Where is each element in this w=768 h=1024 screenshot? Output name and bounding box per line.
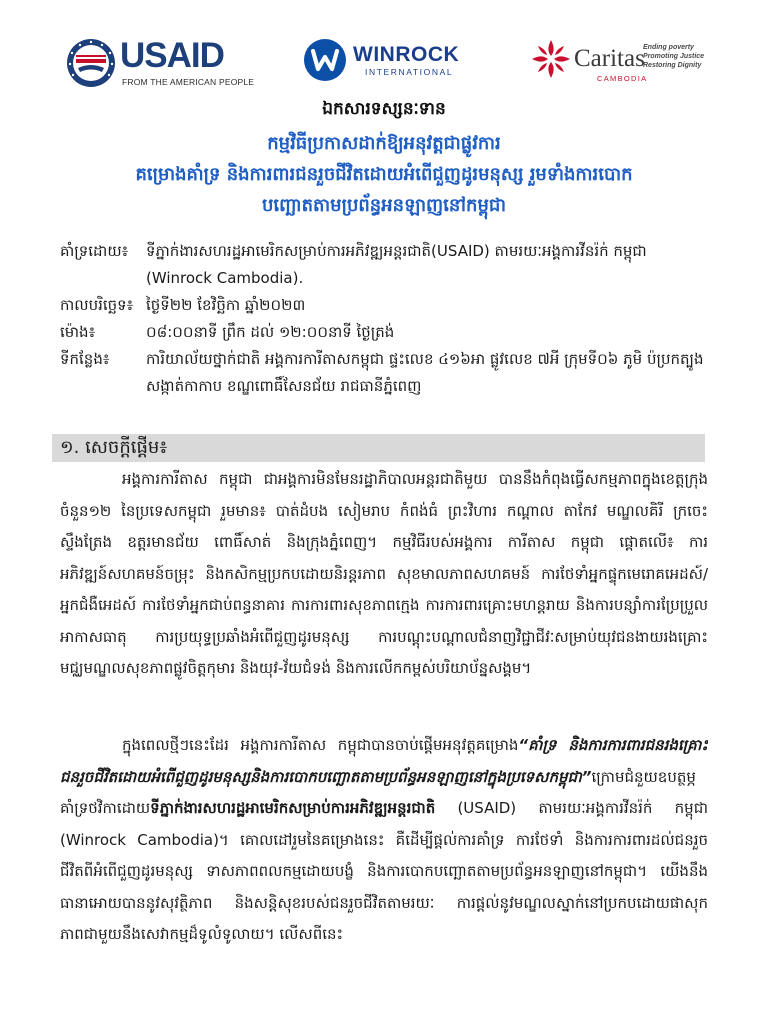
event-title-line: គម្រោងគាំទ្រ និងការពារជនរួចជីវិតដោយអំពើជួញដូរមនុស្ស រួមទាំងការបោក <box>135 164 633 185</box>
usaid-seal-icon <box>66 38 116 88</box>
winrock-subtitle: INTERNATIONAL <box>365 67 454 77</box>
caritas-tagline-line: Restoring Dignity <box>643 62 702 69</box>
info-label: ទីកន្លែង៖ <box>60 350 110 368</box>
project-name-emphasis: “គាំទ្រ និងការការពារជនរងគ្រោះ ជនរួចជីវិតដោយអំពើជួញដូរមនុស្សនិងការបោកបញ្ឆោតតាមប្រព័ន្ធអនឡាញនៅក្នុងប្រទេសកម្ពុជា” <box>60 736 708 786</box>
paragraph-text: (USAID) តាមរយៈអង្គការវីនរ៉ក់ កម្ពុជា (Winrock Cambodia)។ គោលដៅរួមនៃគម្រោងនេះ គឺដើម្បីផ្ដល់ការគាំទ្រ ការថែទាំ និងការការពារដល់ជនរួចជីវិតពីអំពើជួញដូរមនុស្ស ទាសភាពពលកម្មដោយបង្ខំ និងការបោកបញ្ឆោតតាមប្រព័ន្ធអនឡាញនៅកម្ពុជា។ យើងនឹងធានាអោយបាននូវសុវត្ថិភាព និងសន្តិសុខរបស់ជនរួចជីវិតតាមរយៈ ការផ្ដល់នូវមណ្ឌលស្នាក់នៅប្រកបដោយផាសុកភាពជាមួយនឹងសេវាកម្មដ៏ទូលំទូលាយ។ លើសពីនេះ <box>60 799 708 943</box>
info-row-time <box>60 319 710 346</box>
winrock-logo <box>303 38 473 84</box>
section-heading-introduction: ១. សេចក្ដីផ្ដើម៖ <box>52 434 705 462</box>
info-value: ០៨:០០នាទី ព្រឹក ដល់ ១២:០០នាទី ថ្ងៃត្រង់ <box>146 323 395 341</box>
intro-paragraph-1: អង្គការការីតាស កម្ពុជា ជាអង្គការមិនមែនរដ្ឋាភិបាលអន្តរជាតិមួយ បាននឹងកំពុងធ្វើសកម្មភាពក្នុងខេត្តក្រុងចំនួន១២ នៃប្រទេសកម្ពុជា រួមមាន៖ បាត់ដំបង សៀមរាប កំពង់ធំ ព្រះវិហារ កណ្ដាល តាកែវ មណ្ឌលគិរី ក្រចេះ ស្ទឹងត្រែង ឧត្តរមានជ័យ ពោធិ៍សាត់ និងក្រុងភ្នំពេញ។ កម្មវិធីរបស់អង្គការ ការីតាស កម្ពុជា ផ្ដោតលើ៖ ការអភិវឌ្ឍន៍សហគមន៍ចម្រុះ និងកសិកម្មប្រកបដោយនិរន្តរភាព សុខមាលភាពសហគមន៍ ការថែទាំអ្នកផ្ទុកមេរោគអេដស៍/អ្នកជំងឺអេដស៍ ការថែទាំអ្នកជាប់ពន្ធនាគារ ការការពារសុខភាពក្មេង ការការពារគ្រោះមហន្តរាយ និងការបន្សាំការប្រែប្រួលអាកាសធាតុ ការប្រយុទ្ធប្រឆាំងអំពើជួញដូរមនុស្ស ការបណ្ដុះបណ្ដាលជំនាញវិជ្ជាជីវៈសម្រាប់យុវជនងាយរងគ្រោះ មជ្ឈមណ្ឌលសុខភាពផ្លូវចិត្តកុមារ និងយុវ-វ័យជំទង់ និងការលើកកម្ពស់បរិយាប័ន្នសង្គម។ <box>60 470 708 677</box>
winrock-w-icon <box>303 38 347 82</box>
info-row-venue <box>60 346 710 400</box>
info-value: ថ្ងៃទី២២ ខែវិច្ឆិកា ឆ្នាំ២០២៣ <box>146 296 306 314</box>
document-type-heading: ឯកសារទស្សនៈទាន <box>322 99 446 119</box>
info-value: ការិយាល័យថ្នាក់ជាតិ អង្គការការីតាសកម្ពុជា ផ្ទះលេខ ៤១៦អា ផ្លូវលេខ ៧អី ក្រុមទី០៦ ភូមិ ប៉ប្រកត្បូង សង្កាត់កាកាប ខណ្ឌពោធិ៍សែនជ័យ រាជធានីភ្នំពេញ <box>146 350 704 395</box>
caritas-cross-icon <box>530 38 572 80</box>
info-label: គាំទ្រដោយ៖ <box>60 242 129 260</box>
winrock-wordmark: WINROCK <box>353 43 460 66</box>
event-title <box>30 128 738 221</box>
event-title-line: បញ្ឆោតតាមប្រព័ន្ធអនឡាញនៅកម្ពុជា <box>261 195 507 216</box>
info-label: ម៉ោង៖ <box>60 323 96 341</box>
caritas-tagline-line: Ending poverty <box>643 44 694 51</box>
info-row-supported-by <box>60 238 710 292</box>
caritas-tagline-line: Promoting Justice <box>643 53 705 60</box>
intro-paragraph-2 <box>60 730 708 992</box>
usaid-logo <box>66 36 255 94</box>
caritas-wordmark: Caritas <box>574 45 645 72</box>
caritas-logo <box>530 38 710 86</box>
info-value: ទីភ្នាក់ងារសហរដ្ឋអាមេរិកសម្រាប់ការអភិវឌ្ឍអន្តរជាតិ(USAID) តាមរយៈអង្គការវីនរ៉ក់ កម្ពុជា (Winrock Cambodia). <box>146 242 647 287</box>
paragraph-text: ក្រោមជំនួយឧបត្ថម្ភគាំទ្រថវិកាដោយ <box>60 767 696 817</box>
info-row-date <box>60 292 710 319</box>
agency-name-bold: ទីភ្នាក់ងារសហរដ្ឋអាមេរិកសម្រាប់ការអភិវឌ្ឍអន្តរជាតិ <box>150 799 436 817</box>
event-info <box>60 238 710 400</box>
paragraph-text: ក្នុងពេលថ្មីៗនេះដែរ អង្គការការីតាស កម្ពុជាបានចាប់ផ្ដើមអនុវត្តគម្រោង <box>122 736 519 754</box>
event-title-line: កម្មវិធីប្រកាសដាក់ឱ្យអនុវត្តជាផ្លូវការ <box>267 133 501 154</box>
usaid-wordmark: USAID <box>120 36 224 75</box>
usaid-tagline: FROM THE AMERICAN PEOPLE <box>122 77 255 87</box>
info-label: កាលបរិច្ឆេទ៖ <box>60 296 134 314</box>
caritas-tagline <box>643 43 704 70</box>
caritas-subtitle: CAMBODIA <box>597 74 648 83</box>
